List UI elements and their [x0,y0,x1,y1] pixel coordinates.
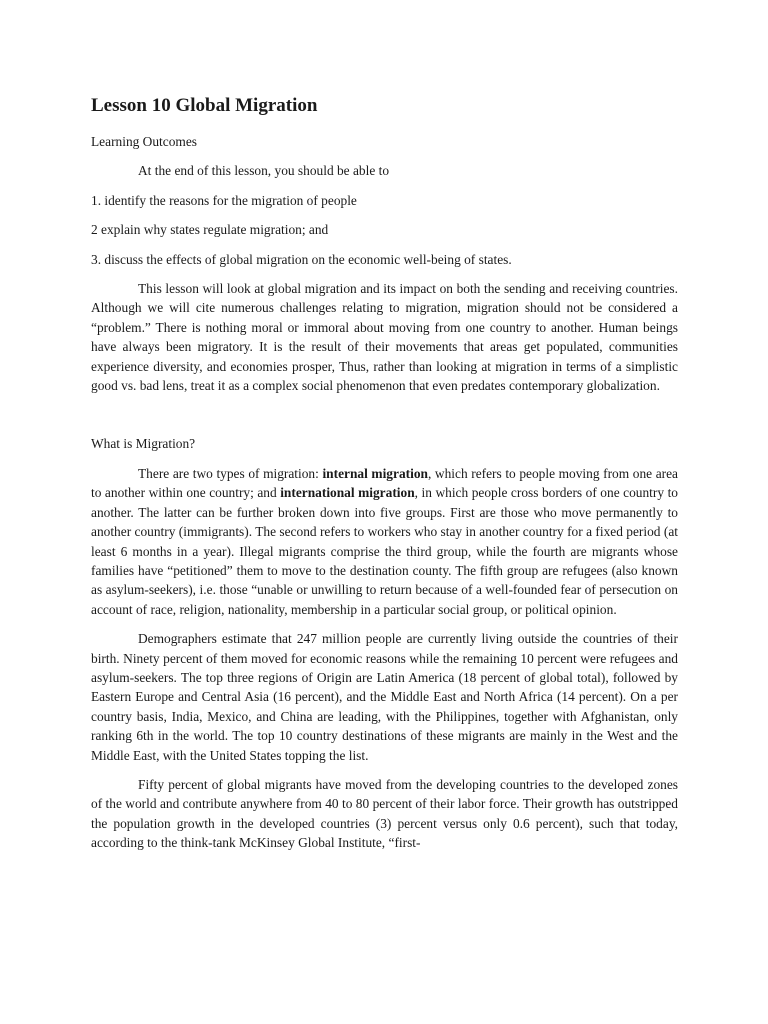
intro-paragraph: This lesson will look at global migration and its impact on both the sending and receiving countries. Although we will cite numerous challenges relating to migration, migration should not be considered a “problem.” There is nothing moral or immoral about moving from one country to another. Human beings have always been migratory. It is the result of their movements that areas get populated, communities experience diversity, and economies prosper, Thus, rather than looking at migration in terms of a simplistic good vs. bad lens, treat it as a complex social phenomenon that even predates contemporary globalization. [91,281,678,394]
lesson-title: Lesson 10 Global Migration [91,95,318,116]
term-international-migration: international migration [280,485,415,501]
outcomes-intro: At the end of this lesson, you should be able to [138,163,390,179]
outcomes-heading: Learning Outcomes [91,134,197,149]
outcome-item-1: 1. identify the reasons for the migration of people [91,192,357,208]
demographics-paragraph: Demographers estimate that 247 million people are currently living outside the countries of their birth. Ninety percent of them moved for economic reasons while the remaining 10 percent were refugees and asylum-seekers. The top three regions of Origin are Latin America (18 percent of global total), followed by Eastern Europe and Central Asia (16 percent), and the Middle East and North Africa (14 percent). On a per country basis, India, Mexico, and China are leading, with the Philippines, together with Afghanistan, only ranking 6th in the world. The top 10 country destinations of these migrants are mainly in the West and the Middle East, with the United States topping the list. [91,631,678,763]
term-internal-migration: internal migration [322,465,428,481]
labor-force-paragraph: Fifty percent of global migrants have moved from the developing countries to the developed zones of the world and contribute anywhere from 40 to 80 percent of their labor force. Their growth has outstripped the population growth in the developed countries (3) percent versus only 0.6 percent), such that today, according to the think-tank McKinsey Global Institute, “first- [91,776,678,851]
outcome-item-2: 2 explain why states regulate migration; and [91,222,329,238]
migration-types-paragraph [91,464,678,619]
section-heading: What is Migration? [91,436,196,452]
outcome-item-3: 3. discuss the effects of global migration on the economic well-being of states. [91,251,512,267]
text-run: , in which people cross borders of one country to another. The latter can be further broken down into five groups. First are those who move permanently to another country (immigrants). The second refers to workers who stay in another country for a fixed period (at least 6 months in a year). Illegal migrants comprise the third group, while the fourth are migrants whose families have “petitioned” them to move to the destination county. The fifth group are refugees (also known as asylum-seekers), i.e. those “unable or unwilling to return because of a well-founded fear of persecution on account of race, religion, nationality, membership in a particular social group, or political opinion. [91,485,678,617]
text-run: , which refers to people moving from one area to another within one country; and [91,465,678,501]
document-page [91,94,678,853]
text-run: There are two types of migration: [138,465,323,481]
